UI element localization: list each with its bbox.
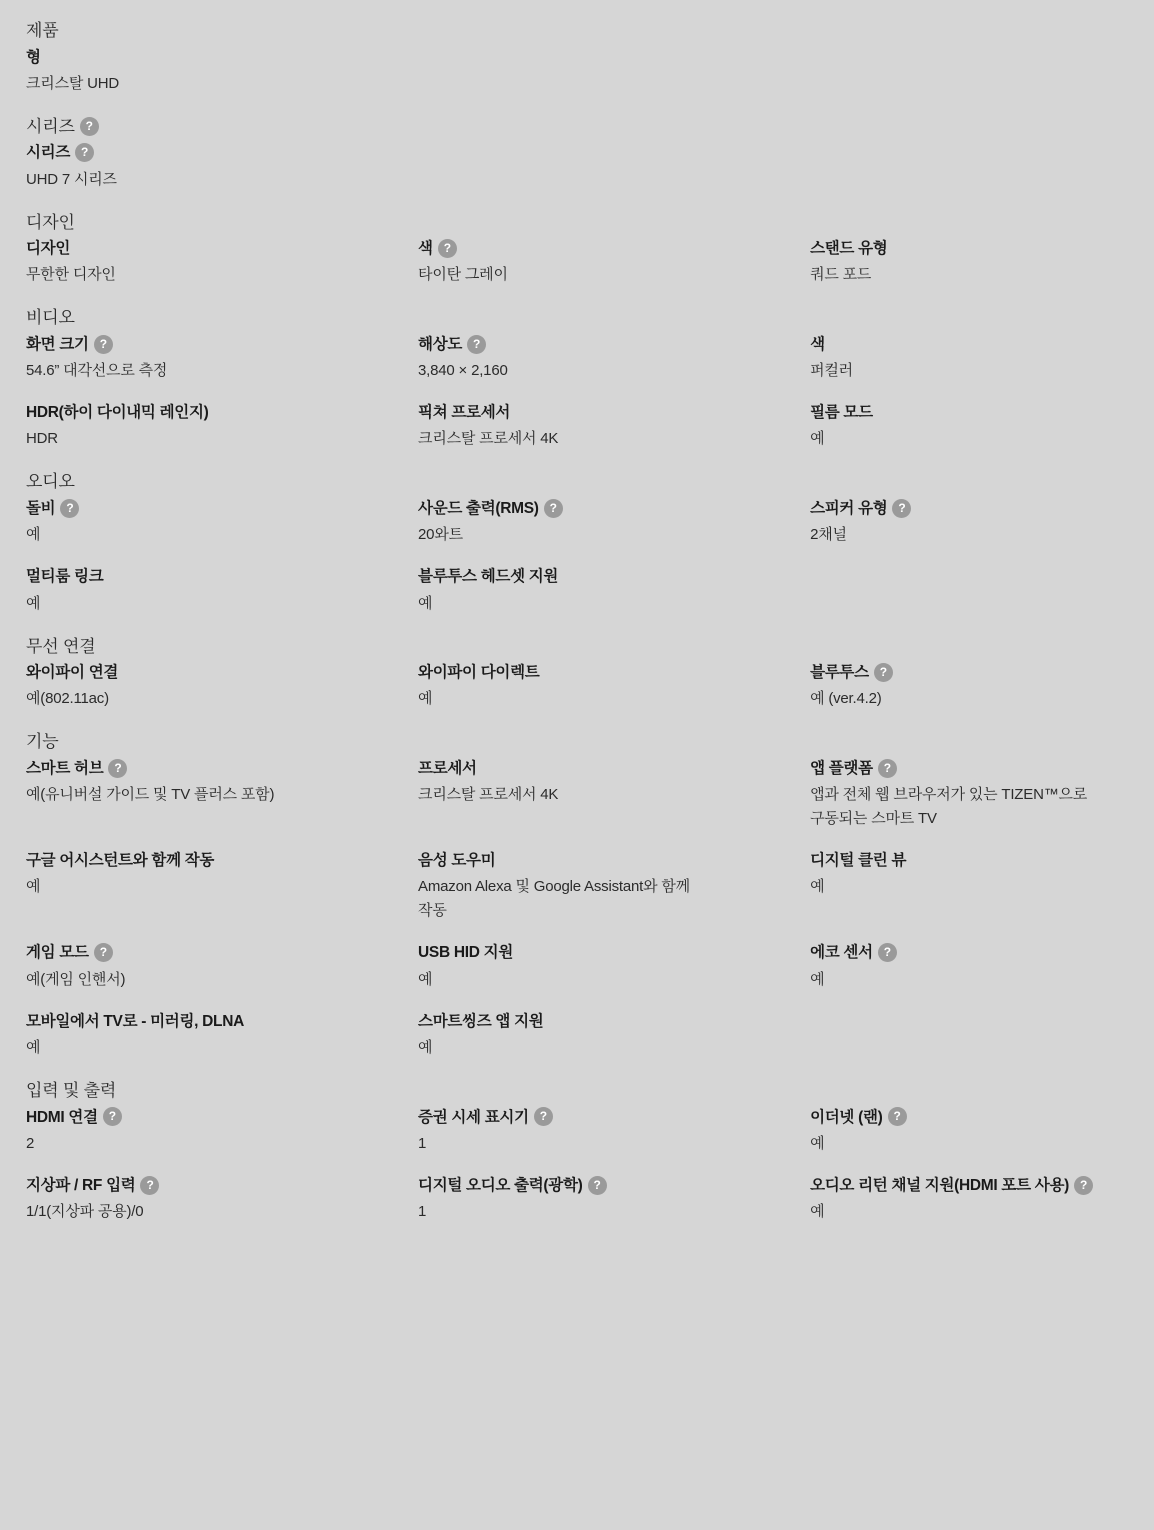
spec-label-text: 사운드 출력(RMS) — [418, 499, 539, 517]
spec-item — [418, 565, 810, 615]
spec-label-text: 모바일에서 TV로 - 미러링, DLNA — [26, 1012, 245, 1030]
spec-label — [26, 46, 394, 71]
spec-value: 크리스탈 프로세서 4K — [418, 786, 559, 804]
spec-label — [418, 565, 786, 590]
spec-value: 퍼컬러 — [810, 362, 853, 380]
spec-label-text: 스마트 허브 — [26, 759, 104, 777]
spec-row — [26, 661, 1128, 711]
spec-label-text: 지상파 / RF 입력 — [26, 1176, 136, 1194]
spec-label-text: 형 — [26, 48, 41, 66]
spec-value: 예(802.11ac) — [26, 690, 109, 708]
help-icon[interactable]: ? — [467, 335, 486, 354]
spec-rows — [26, 757, 1128, 1060]
spec-value: 2 — [26, 1134, 35, 1152]
spec-label-text: USB HID 지원 — [418, 944, 514, 962]
spec-label-text: 오디오 리턴 채널 지원(HDMI 포트 사용) — [810, 1176, 1069, 1194]
spec-label-text: 스탠드 유형 — [810, 240, 888, 258]
spec-label-text: 블루투스 헤드셋 지원 — [418, 568, 559, 586]
spec-label-text: 블루투스 — [810, 664, 869, 682]
spec-item — [26, 1010, 418, 1060]
spec-label — [26, 1010, 394, 1035]
spec-label-text: 디지털 클린 뷰 — [810, 852, 907, 870]
spec-item — [26, 333, 418, 383]
spec-row — [26, 333, 1128, 383]
spec-value: 예(유니버설 가이드 및 TV 플러스 포함) — [26, 786, 275, 804]
spec-section — [26, 18, 1128, 96]
help-icon[interactable]: ? — [878, 943, 897, 962]
spec-item — [26, 46, 418, 96]
spec-section — [26, 729, 1128, 1060]
spec-row — [26, 849, 1128, 923]
spec-section-title — [26, 1078, 1128, 1104]
spec-label — [418, 1174, 786, 1199]
spec-value: 예 — [418, 970, 433, 988]
spec-value: 20와트 — [418, 526, 463, 544]
spec-value: 크리스탈 UHD — [26, 74, 120, 92]
spec-item — [810, 849, 1128, 899]
spec-item — [26, 565, 418, 615]
spec-label-text: 와이파이 다이렉트 — [418, 664, 540, 682]
spec-item — [418, 1174, 810, 1224]
spec-rows — [26, 497, 1128, 616]
spec-item — [418, 401, 810, 451]
spec-label — [418, 1010, 786, 1035]
spec-label-text: 화면 크기 — [26, 335, 89, 353]
spec-item — [26, 1174, 418, 1224]
spec-row — [26, 401, 1128, 451]
spec-label-text: 이더넷 (랜) — [810, 1108, 883, 1126]
spec-item — [26, 497, 418, 547]
spec-row — [26, 46, 1128, 96]
help-icon[interactable]: ? — [94, 335, 113, 354]
help-icon[interactable]: ? — [874, 663, 893, 682]
spec-item — [418, 237, 810, 287]
spec-item — [810, 401, 1128, 451]
spec-item — [418, 497, 810, 547]
spec-label — [26, 401, 394, 426]
spec-item — [418, 1106, 810, 1156]
spec-label-text: 색 — [418, 240, 433, 258]
spec-label-text: HDMI 연결 — [26, 1108, 98, 1126]
spec-row — [26, 757, 1128, 831]
spec-label — [26, 1174, 394, 1199]
spec-row — [26, 941, 1128, 991]
spec-value: 예 — [810, 1203, 825, 1221]
spec-section-title-text: 시리즈 — [26, 116, 75, 136]
spec-label — [810, 1106, 1128, 1131]
spec-label-text: 해상도 — [418, 335, 463, 353]
spec-label — [418, 849, 786, 874]
help-icon[interactable]: ? — [878, 759, 897, 778]
spec-label-text: 에코 센서 — [810, 944, 873, 962]
help-icon[interactable]: ? — [60, 499, 79, 518]
spec-section-title-text: 기능 — [26, 732, 59, 752]
spec-value: 타이탄 그레이 — [418, 266, 508, 284]
help-icon[interactable]: ? — [140, 1176, 159, 1195]
spec-value: 무한한 디자인 — [26, 266, 116, 284]
help-icon[interactable]: ? — [892, 499, 911, 518]
help-icon[interactable]: ? — [103, 1107, 122, 1126]
spec-value: 예 — [26, 1039, 41, 1057]
help-icon[interactable]: ? — [94, 943, 113, 962]
spec-section-title-text: 오디오 — [26, 472, 75, 492]
spec-section-title — [26, 18, 1128, 44]
spec-section — [26, 469, 1128, 615]
spec-label — [810, 333, 1128, 358]
spec-label-text: HDR(하이 다이내믹 레인지) — [26, 404, 209, 422]
spec-item — [418, 661, 810, 711]
spec-section-title — [26, 114, 1128, 140]
spec-label-text: 앱 플랫폼 — [810, 759, 873, 777]
spec-label — [418, 401, 786, 426]
spec-label — [26, 237, 394, 262]
spec-rows — [26, 333, 1128, 452]
spec-item — [26, 849, 418, 899]
spec-label — [26, 497, 394, 522]
spec-label-text: 멀티룸 링크 — [26, 568, 104, 586]
spec-value: 예 — [418, 690, 433, 708]
spec-label — [418, 941, 786, 966]
spec-section — [26, 114, 1128, 192]
spec-label — [418, 757, 786, 782]
spec-label — [810, 661, 1128, 686]
spec-value: 1/1(지상파 공용)/0 — [26, 1203, 144, 1221]
spec-label-text: 음성 도우미 — [418, 852, 496, 870]
spec-item — [810, 941, 1128, 991]
spec-label-text: 시리즈 — [26, 144, 71, 162]
spec-label — [810, 497, 1128, 522]
spec-section — [26, 210, 1128, 288]
spec-item — [810, 757, 1128, 831]
spec-label-text: 스마트씽즈 앱 지원 — [418, 1012, 544, 1030]
spec-row — [26, 237, 1128, 287]
spec-rows — [26, 1106, 1128, 1225]
help-icon[interactable]: ? — [108, 759, 127, 778]
spec-item — [418, 941, 810, 991]
spec-rows — [26, 237, 1128, 287]
spec-item — [418, 1010, 810, 1060]
spec-row — [26, 565, 1128, 615]
spec-item — [26, 237, 418, 287]
help-icon[interactable]: ? — [75, 143, 94, 162]
spec-label — [418, 237, 786, 262]
help-icon[interactable]: ? — [534, 1107, 553, 1126]
spec-item — [26, 141, 418, 191]
spec-value: 예 — [810, 430, 825, 448]
spec-section — [26, 634, 1128, 712]
spec-item — [810, 661, 1128, 711]
spec-label — [26, 757, 394, 782]
spec-item — [418, 849, 810, 923]
spec-section — [26, 305, 1128, 451]
spec-section-title — [26, 634, 1128, 660]
spec-label — [26, 661, 394, 686]
spec-label — [26, 333, 394, 358]
spec-rows — [26, 141, 1128, 191]
spec-value: 예 (ver.4.2) — [810, 690, 882, 708]
spec-label-text: 픽쳐 프로세서 — [418, 404, 511, 422]
spec-value: 앱과 전체 웹 브라우저가 있는 TIZEN™으로 구동되는 스마트 TV — [810, 786, 1088, 828]
spec-item — [26, 757, 418, 807]
spec-label-text: 돌비 — [26, 499, 56, 517]
help-icon[interactable]: ? — [1074, 1176, 1093, 1195]
spec-value: 예(게임 인핸서) — [26, 970, 126, 988]
spec-rows — [26, 46, 1128, 96]
spec-section-title-text: 제품 — [26, 21, 59, 40]
spec-item — [26, 1106, 418, 1156]
spec-value: 예 — [418, 1039, 433, 1057]
spec-label — [418, 497, 786, 522]
spec-label — [810, 1174, 1128, 1199]
spec-item — [810, 497, 1128, 547]
spec-label-text: 디자인 — [26, 240, 71, 258]
spec-item — [26, 661, 418, 711]
spec-label — [810, 757, 1128, 782]
spec-section-title-text: 입력 및 출력 — [26, 1081, 117, 1101]
spec-value: 쿼드 포드 — [810, 266, 872, 284]
spec-value: 3,840 × 2,160 — [418, 362, 508, 380]
spec-row — [26, 1106, 1128, 1156]
spec-label — [810, 941, 1128, 966]
spec-label — [810, 237, 1128, 262]
spec-label — [26, 849, 394, 874]
spec-item — [810, 237, 1128, 287]
spec-value: 예 — [810, 1134, 825, 1152]
spec-value: 예 — [810, 878, 825, 896]
spec-value: UHD 7 시리즈 — [26, 170, 117, 188]
help-icon[interactable]: ? — [544, 499, 563, 518]
spec-label-text: 와이파이 연결 — [26, 664, 119, 682]
spec-label — [418, 333, 786, 358]
spec-value: 1 — [418, 1203, 427, 1221]
spec-value: 예 — [26, 526, 41, 544]
spec-section-title — [26, 729, 1128, 755]
spec-value: 예 — [418, 594, 433, 612]
spec-label — [810, 849, 1128, 874]
spec-item — [26, 941, 418, 991]
spec-value: Amazon Alexa 및 Google Assistant와 함께 작동 — [418, 878, 690, 920]
spec-label — [26, 565, 394, 590]
spec-value: 1 — [418, 1134, 427, 1152]
spec-item — [810, 333, 1128, 383]
spec-value: 크리스탈 프로세서 4K — [418, 430, 559, 448]
spec-section-title-text: 비디오 — [26, 308, 75, 328]
spec-item — [26, 401, 418, 451]
spec-label — [418, 1106, 786, 1131]
spec-label — [26, 1106, 394, 1131]
spec-value: 예 — [810, 970, 825, 988]
spec-item — [810, 1106, 1128, 1156]
spec-row — [26, 1174, 1128, 1224]
spec-section-title — [26, 210, 1128, 236]
spec-value: HDR — [26, 430, 58, 448]
spec-label — [418, 661, 786, 686]
spec-label — [26, 141, 394, 166]
spec-label-text: 게임 모드 — [26, 944, 89, 962]
spec-row — [26, 1010, 1128, 1060]
spec-item — [810, 1174, 1128, 1224]
spec-label-text: 구글 어시스턴트와 함께 작동 — [26, 852, 215, 870]
help-icon[interactable]: ? — [438, 239, 457, 258]
help-icon[interactable]: ? — [588, 1176, 607, 1195]
spec-row — [26, 141, 1128, 191]
spec-section-title-text: 디자인 — [26, 212, 75, 232]
spec-label-text: 색 — [810, 335, 825, 353]
spec-label — [26, 941, 394, 966]
spec-row — [26, 497, 1128, 547]
spec-value: 2채널 — [810, 526, 847, 544]
spec-label-text: 필름 모드 — [810, 404, 873, 422]
help-icon[interactable]: ? — [80, 117, 99, 136]
spec-item — [418, 333, 810, 383]
spec-label-text: 프로세서 — [418, 759, 477, 777]
spec-section-title — [26, 305, 1128, 331]
spec-section-title-text: 무선 연결 — [26, 636, 96, 656]
spec-rows — [26, 661, 1128, 711]
spec-label-text: 스피커 유형 — [810, 499, 888, 517]
spec-section — [26, 1078, 1128, 1224]
spec-label-text: 증권 시세 표시기 — [418, 1108, 529, 1126]
spec-value: 예 — [26, 594, 41, 612]
spec-label — [810, 401, 1128, 426]
spec-label-text: 디지털 오디오 출력(광학) — [418, 1176, 583, 1194]
spec-section-title — [26, 469, 1128, 495]
spec-value: 예 — [26, 878, 41, 896]
help-icon[interactable]: ? — [888, 1107, 907, 1126]
spec-item — [418, 757, 810, 807]
spec-value: 54.6” 대각선으로 측정 — [26, 362, 168, 380]
